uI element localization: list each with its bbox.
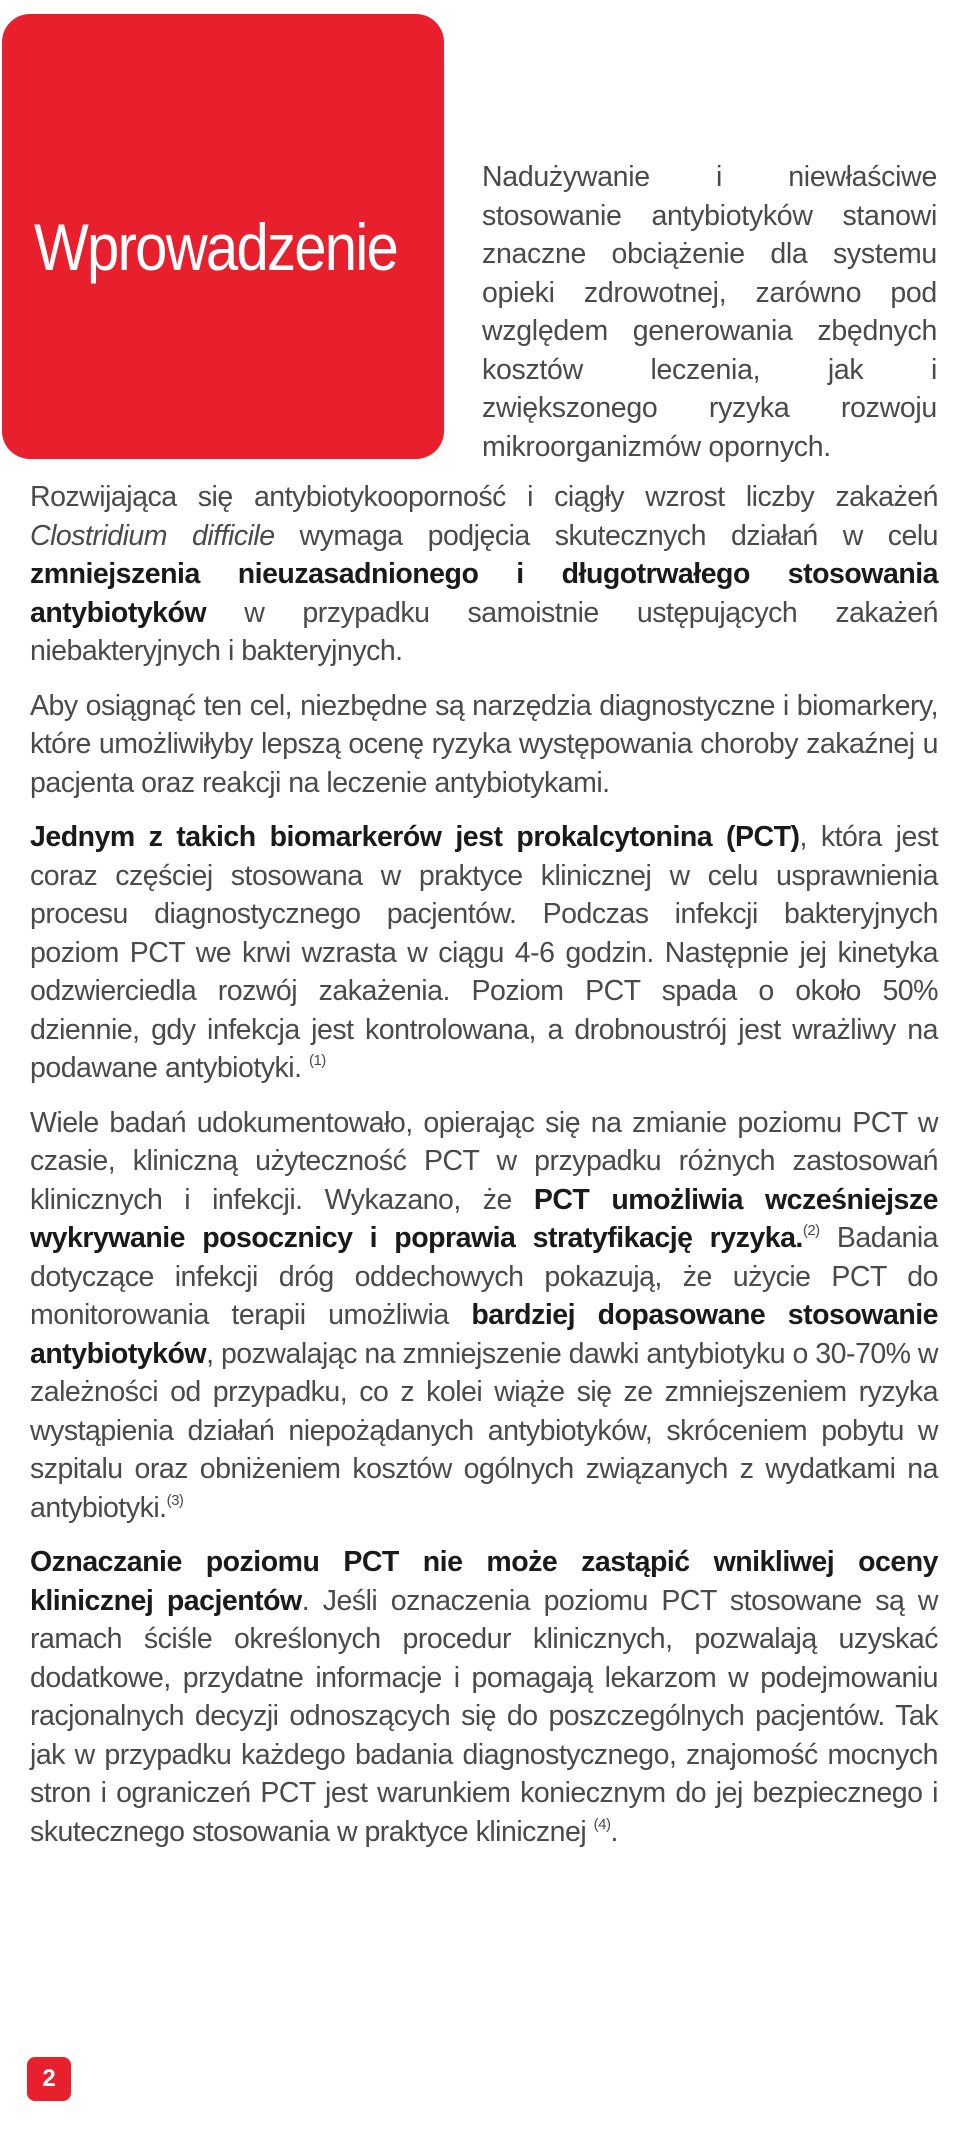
text: Badania dotyczące infekcji dróg oddechowych pokazują, że użycie PCT do monitorowania terapii umożliwia xyxy=(30,1222,938,1331)
bold-text: PCT umożliwia wcześniejsze wykrywanie posocznicy i poprawia stratyfikację ryzyka. xyxy=(30,1183,938,1254)
page-number: 2 xyxy=(27,2057,71,2101)
paragraph-5 xyxy=(30,1543,938,1851)
text: Wiele badań udokumentowało, opierając się na zmianie poziomu PCT w czasie, kliniczną użyteczność PCT w przypadku różnych zastosowań klinicznych i infekcji. Wykazano, że xyxy=(30,1106,938,1216)
bold-text: zmniejszenia nieuzasadnionego i długotrwałego stosowania antybiotyków xyxy=(30,558,938,629)
paragraph-3 xyxy=(30,818,938,1088)
bold-text: Jednym z takich biomarkerów jest prokalcytonina (PCT) xyxy=(30,821,800,853)
text: wymaga podjęcia skutecznych działań w celu xyxy=(274,519,939,552)
paragraph-4 xyxy=(30,1104,938,1528)
reference: (4) xyxy=(593,1815,611,1833)
reference: (2) xyxy=(802,1222,820,1239)
reference: (1) xyxy=(308,1052,326,1069)
text: . Jeśli oznaczenia poziomu PCT stosowane są w ramach ściśle określonych procedur klinicznych, pozwalają uzyskać dodatkowe, przydatne informacje i pomagają lekarzom w podejmowaniu racjonalnych decyzji odnoszących się do poszczególnych pacjentów. Tak jak w przypadku każdego badania diagnostycznego, znajomość mocnych stron i ograniczeń PCT jest warunkiem koniecznym do jej bezpiecznego i skutecznego stosowania w praktyce klinicznej xyxy=(30,1584,939,1848)
title-block xyxy=(2,14,444,459)
text: . xyxy=(610,1815,618,1848)
bold-text: Oznaczanie poziomu PCT nie może zastąpić wnikliwej oceny klinicznej pacjentów xyxy=(30,1546,938,1617)
reference: (3) xyxy=(166,1491,184,1509)
text: , która jest coraz częściej stosowana w praktyce klinicznej w celu usprawnienia procesu diagnostycznego pacjentów. Podczas infekcji bakteryjnych poziom PCT we krwi wzrasta w ciągu 4-6 godzin. Następnie jej kinetyka odzwierciedla rozwój zakażenia. Poziom PCT spada o około 50% dziennie, gdy infekcja jest kontrolowana, a drobnoustrój jest wrażliwy na podawane antybiotyki. xyxy=(30,821,938,1084)
text: w przypadku samoistnie ustępujących zakażeń niebakteryjnych i bakteryjnych. xyxy=(30,596,938,667)
text: , pozwalając na zmniejszenie dawki antybiotyku o 30-70% w zależności od przypadku, co z kolei wiąże się ze zmniejszeniem ryzyka wystąpienia działań niepożądanych antybiotyków, skróceniem pobytu w szpitalu oraz obniżeniem kosztów ogólnych związanych z wydatkami na antybiotyki. xyxy=(30,1337,939,1524)
article-body xyxy=(30,478,938,1867)
text: Rozwijająca się antybiotykooporność i ciągły wzrost liczby zakażeń xyxy=(30,481,938,513)
species-name: Clostridium difficile xyxy=(30,519,275,552)
page-title: Wprowadzenie xyxy=(34,210,398,284)
bold-text: bardziej dopasowane stosowanie antybiotyków xyxy=(30,1299,938,1370)
paragraph-2: Aby osiągnąć ten cel, niezbędne są narzędzia diagnostyczne i biomarkery, które umożliwiłyby lepszą ocenę ryzyka występowania choroby zakaźnej u pacjenta oraz reakcji na leczenie antybiotykami. xyxy=(30,689,938,799)
intro-paragraph: Nadużywanie i niewłaściwe stosowanie antybiotyków stanowi znaczne obciążenie dla systemu opieki zdrowotnej, zarówno pod względem generowania zbędnych kosztów leczenia, jak i zwiększonego ryzyka rozwoju mikroorganizmów opornych. xyxy=(482,161,937,463)
paragraph-1 xyxy=(30,478,938,671)
